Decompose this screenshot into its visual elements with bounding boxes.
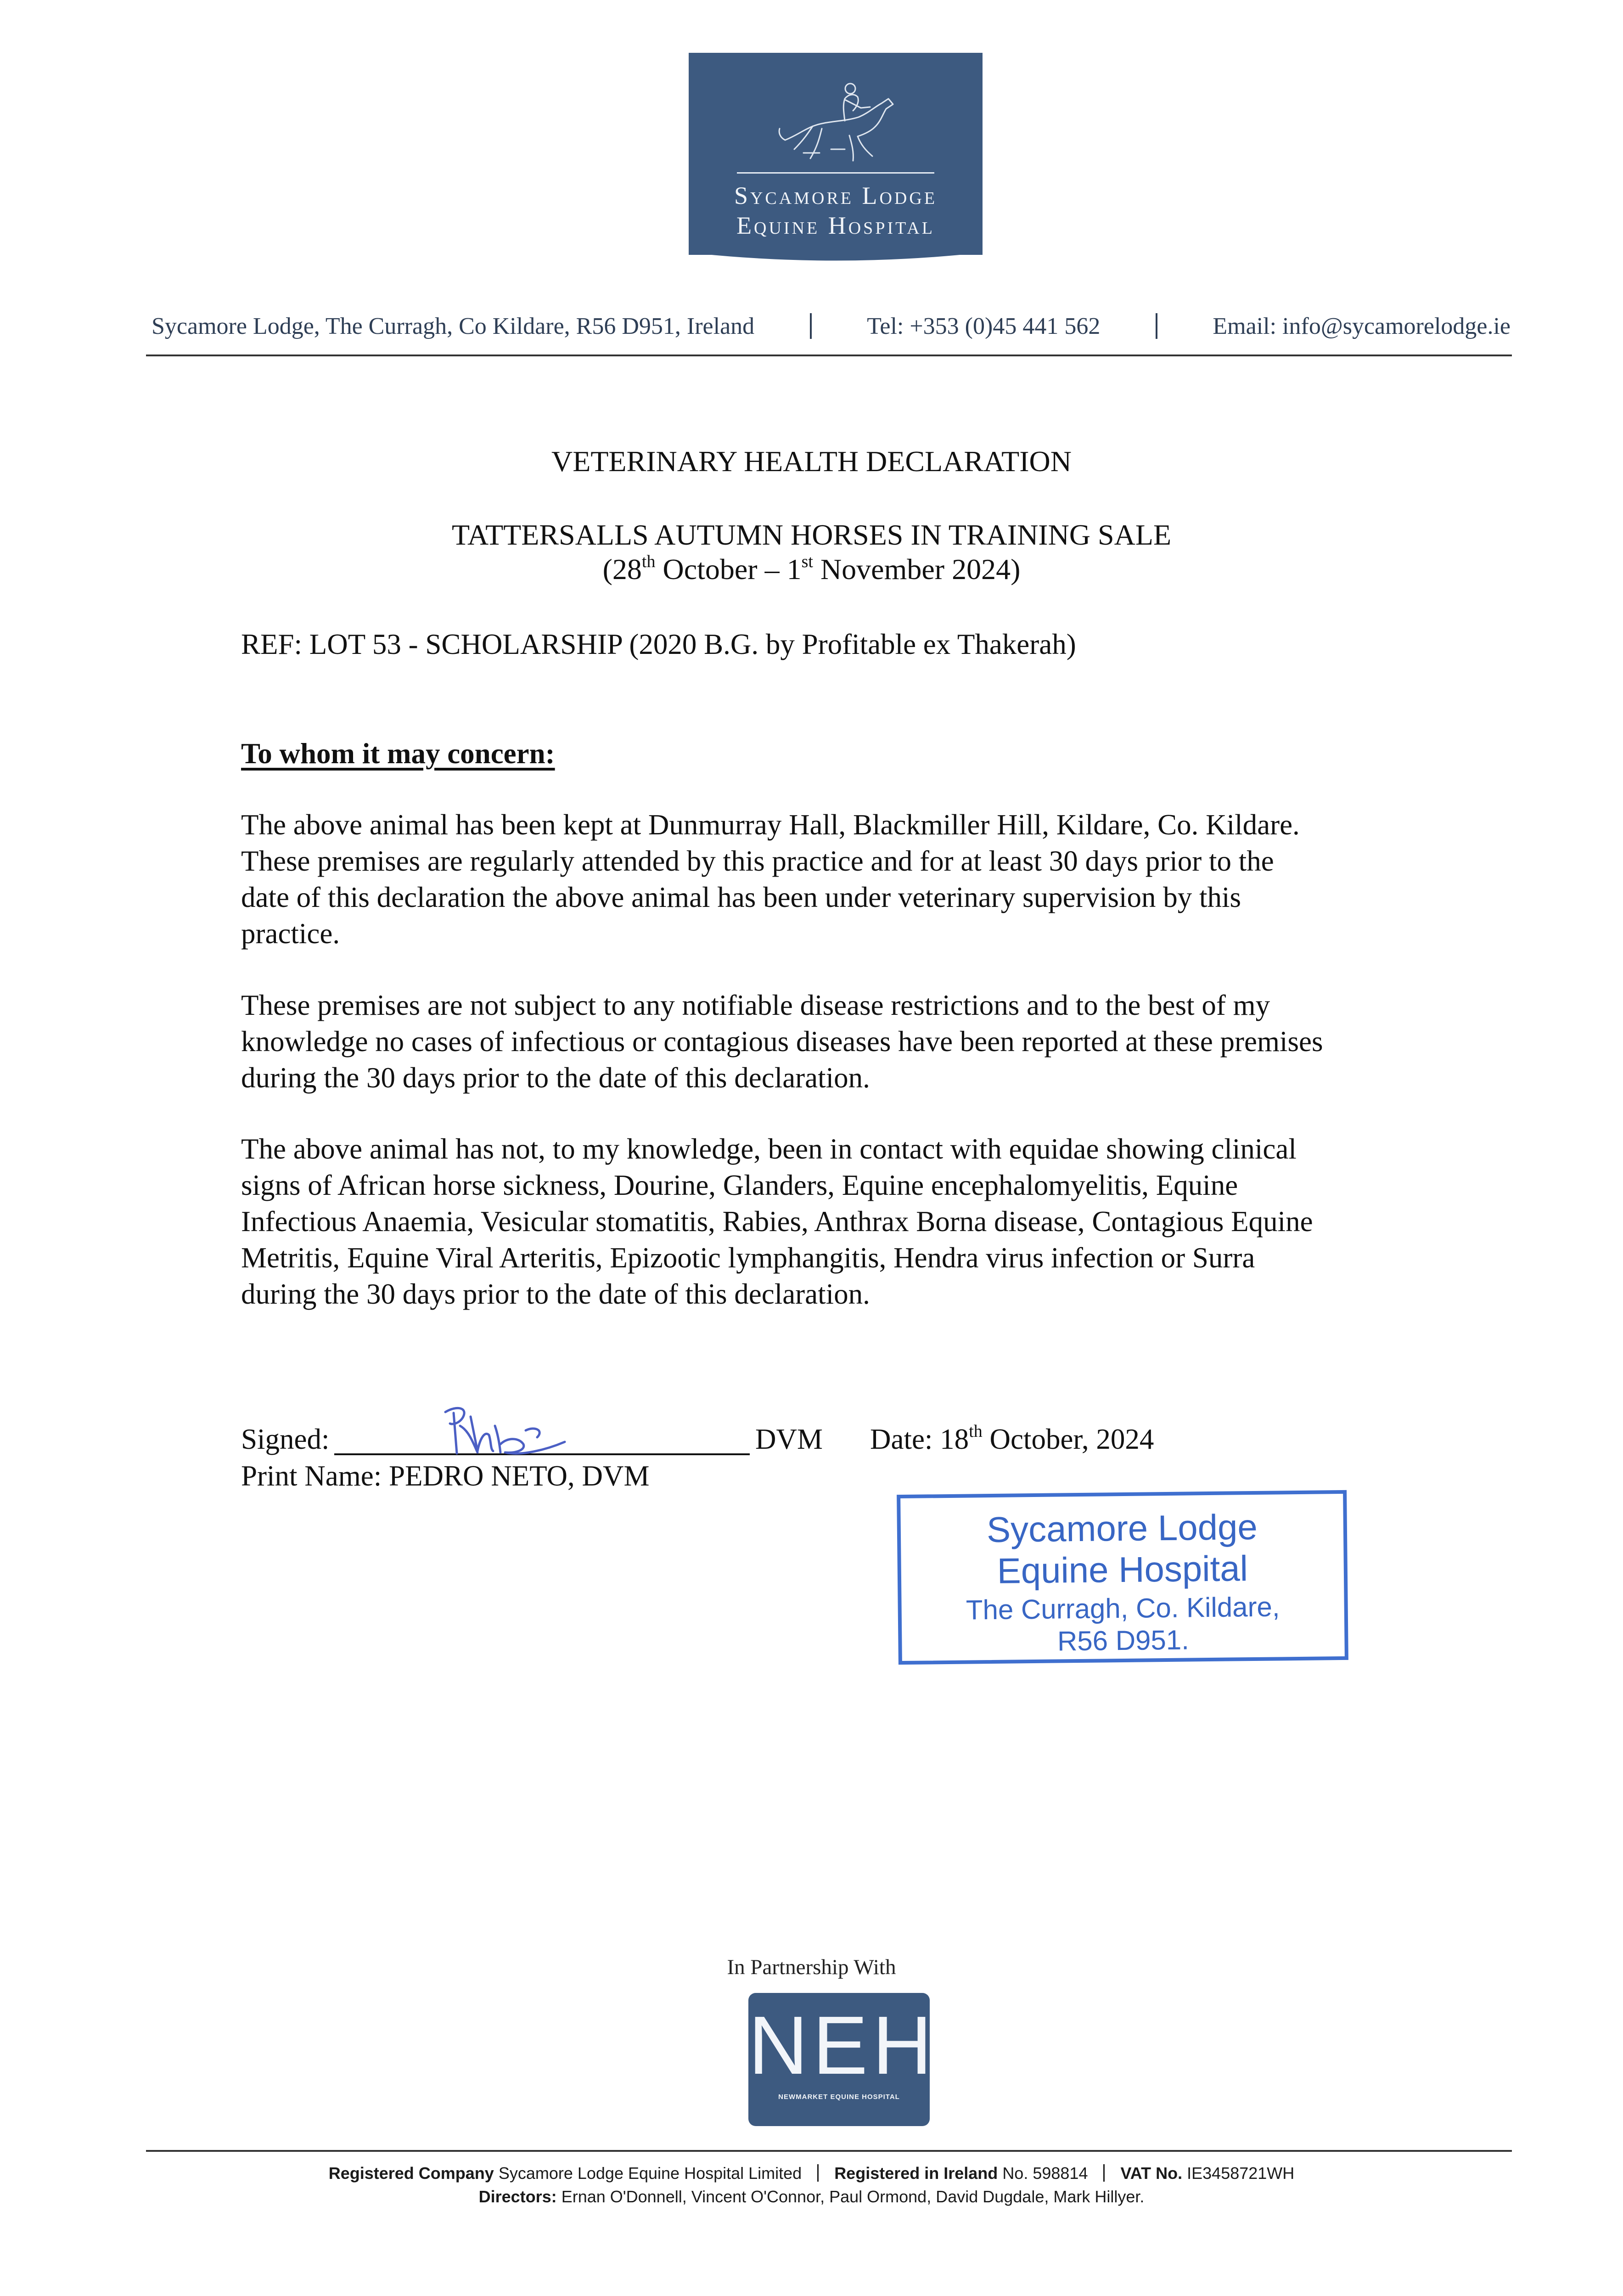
stamp-line3: The Curragh, Co. Kildare, — [966, 1591, 1280, 1626]
paragraph-line: knowledge no cases of infectious or contagious diseases have been reported at these premises — [241, 1025, 1323, 1058]
salutation: To whom it may concern: — [241, 737, 555, 770]
paragraph-line: Infectious Anaemia, Vesicular stomatitis, Rabies, Anthrax Borna disease, Contagious Equine — [241, 1205, 1313, 1238]
vat-value: IE3458721WH — [1187, 2164, 1295, 2183]
directors-value: Ernan O'Donnell, Vincent O'Connor, Paul Ormond, David Dugdale, Mark Hillyer. — [561, 2187, 1145, 2206]
footer-divider — [146, 2150, 1512, 2152]
logo-text-line2: Equine Hospital — [736, 212, 935, 239]
paragraph-disease-restrictions — [241, 987, 1435, 1096]
stamp-line1: Sycamore Lodge — [986, 1506, 1258, 1550]
paragraph-line: date of this declaration the above animal has been under veterinary supervision by this — [241, 881, 1241, 913]
date-rest: October, 2024 — [982, 1423, 1154, 1455]
paragraph-line: during the 30 days prior to the date of this declaration. — [241, 1062, 870, 1094]
address-text: Sycamore Lodge, The Curragh, Co Kildare, R56 D951, Ireland — [152, 313, 755, 339]
paragraph-line: The above animal has been kept at Dunmurray Hall, Blackmiller Hill, Kildare, Co. Kildare. — [241, 809, 1300, 841]
sale-dates-mid: October – 1 — [655, 553, 802, 585]
date-suffix: th — [969, 1422, 983, 1441]
stamp-line4: R56 D951. — [1057, 1624, 1190, 1657]
partnership-label: In Partnership With — [727, 1955, 896, 1979]
footer-registration — [0, 2164, 1623, 2183]
stamp-line2: Equine Hospital — [997, 1548, 1248, 1591]
paragraph-line: signs of African horse sickness, Dourine, Glanders, Equine encephalomyelitis, Equine — [241, 1169, 1238, 1201]
vat-label: VAT No. — [1120, 2164, 1183, 2183]
contact-bar — [152, 310, 1511, 342]
sale-name: TATTERSALLS AUTUMN HORSES IN TRAINING SALE — [451, 518, 1172, 551]
reference-line: REF: LOT 53 - SCHOLARSHIP (2020 B.G. by Profitable ex Thakerah) — [241, 628, 1076, 660]
reg-ireland-value: No. 598814 — [1002, 2164, 1088, 2183]
reg-company-value: Sycamore Lodge Equine Hospital Limited — [498, 2164, 802, 2183]
declaration-date — [870, 1423, 1154, 1456]
paragraph-line: practice. — [241, 917, 340, 950]
paragraph-premises — [241, 807, 1435, 952]
separator — [817, 2164, 819, 2182]
reg-company-label: Registered Company — [328, 2164, 494, 2183]
sale-dates-start-suffix: th — [641, 552, 656, 571]
sale-dates-end-suffix: st — [801, 552, 813, 571]
logo-background — [689, 53, 983, 255]
separator — [810, 313, 812, 339]
paragraph-contact-history — [241, 1131, 1435, 1312]
neh-logo-text: NEH — [748, 1999, 937, 2092]
sale-dates — [0, 552, 1623, 586]
document-title: VETERINARY HEALTH DECLARATION — [551, 445, 1072, 478]
logo-divider — [737, 172, 934, 174]
logo-text-line1: Sycamore Lodge — [734, 182, 938, 209]
paragraph-line: during the 30 days prior to the date of this declaration. — [241, 1278, 870, 1310]
paragraph-line: These premises are regularly attended by this practice and for at least 30 days prior to the — [241, 845, 1274, 877]
hospital-logo — [689, 53, 983, 266]
date-label: Date: 18 — [870, 1423, 969, 1455]
horse-and-jockey-icon — [776, 71, 900, 168]
reg-ireland-label: Registered in Ireland — [834, 2164, 998, 2183]
directors-label: Directors: — [478, 2187, 557, 2206]
sale-dates-open: (28 — [602, 553, 642, 585]
sale-dates-close: November 2024) — [813, 553, 1021, 585]
header-divider — [146, 355, 1512, 356]
neh-logo — [748, 1993, 937, 2126]
signature-suffix: DVM — [755, 1423, 823, 1455]
print-name: Print Name: PEDRO NETO, DVM — [241, 1460, 650, 1492]
separator — [1156, 313, 1157, 339]
separator — [1103, 2164, 1105, 2182]
handwritten-signature — [436, 1398, 574, 1460]
email-text: Email: info@sycamorelodge.ie — [1213, 313, 1511, 339]
signed-label: Signed: — [241, 1423, 330, 1455]
logo-swoosh — [689, 248, 983, 269]
phone-text: Tel: +353 (0)45 441 562 — [867, 313, 1101, 339]
paragraph-line: Metritis, Equine Viral Arteritis, Epizootic lymphangitis, Hendra virus infection or Surra — [241, 1242, 1255, 1274]
footer-directors — [0, 2187, 1623, 2206]
hospital-stamp — [897, 1490, 1348, 1665]
paragraph-line: The above animal has not, to my knowledge, been in contact with equidae showing clinical — [241, 1133, 1297, 1165]
neh-logo-subtext: NEWMARKET EQUINE HOSPITAL — [778, 2093, 900, 2101]
paragraph-line: These premises are not subject to any notifiable disease restrictions and to the best of my — [241, 989, 1270, 1021]
